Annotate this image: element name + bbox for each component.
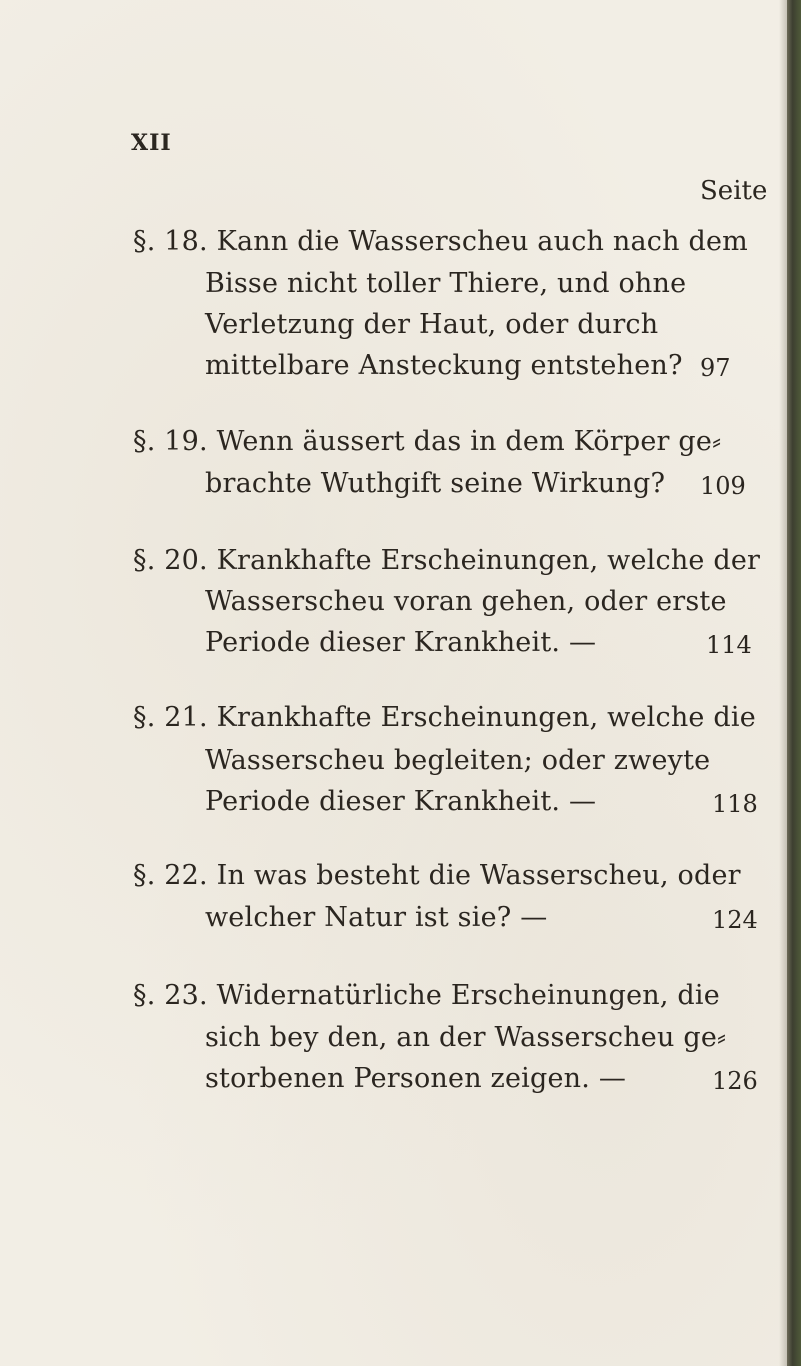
entry-23-line-2: sich bey den, an der Wasserscheu ge⸗ <box>205 1022 727 1053</box>
entry-21-line-1: §. 21. Krankhafte Erscheinungen, welche die <box>133 702 756 733</box>
entry-19-line-1: §. 19. Wenn äussert das in dem Körper ge⸗ <box>133 426 722 457</box>
entry-18-line-4: mittelbare Ansteckung entstehen? <box>205 350 683 381</box>
column-label-seite: Seite <box>700 176 768 206</box>
entry-21-page: 118 <box>712 790 758 818</box>
page-edge-shadow <box>779 0 787 1366</box>
entry-19-line-2: brachte Wuthgift seine Wirkung? <box>205 468 666 499</box>
page-number: XII <box>131 130 172 156</box>
entry-21-line-2: Wasserscheu begleiten; oder zweyte <box>205 745 711 776</box>
entry-22-line-2: welcher Natur ist sie? — <box>205 902 548 933</box>
entry-23-line-3: storbenen Personen zeigen. — <box>205 1063 627 1094</box>
entry-23-line-1: §. 23. Widernatürliche Erscheinungen, die <box>133 980 720 1011</box>
entry-18-page: 97 <box>700 354 731 382</box>
entry-18-line-3: Verletzung der Haut, oder durch <box>205 309 659 340</box>
entry-21-line-3: Periode dieser Krankheit. — <box>205 786 597 817</box>
entry-20-line-2: Wasserscheu voran gehen, oder erste <box>205 586 727 617</box>
entry-20-page: 114 <box>706 631 752 659</box>
entry-18-line-1: §. 18. Kann die Wasserscheu auch nach dem <box>133 226 748 257</box>
entry-23-page: 126 <box>712 1067 758 1095</box>
entry-19-page: 109 <box>700 472 746 500</box>
entry-18-line-2: Bisse nicht toller Thiere, und ohne <box>205 268 687 299</box>
book-edge <box>787 0 801 1366</box>
entry-22-line-1: §. 22. In was besteht die Wasserscheu, oder <box>133 860 741 891</box>
entry-22-page: 124 <box>712 906 758 934</box>
entry-20-line-3: Periode dieser Krankheit. — <box>205 627 597 658</box>
entry-20-line-1: §. 20. Krankhafte Erscheinungen, welche der <box>133 545 761 576</box>
